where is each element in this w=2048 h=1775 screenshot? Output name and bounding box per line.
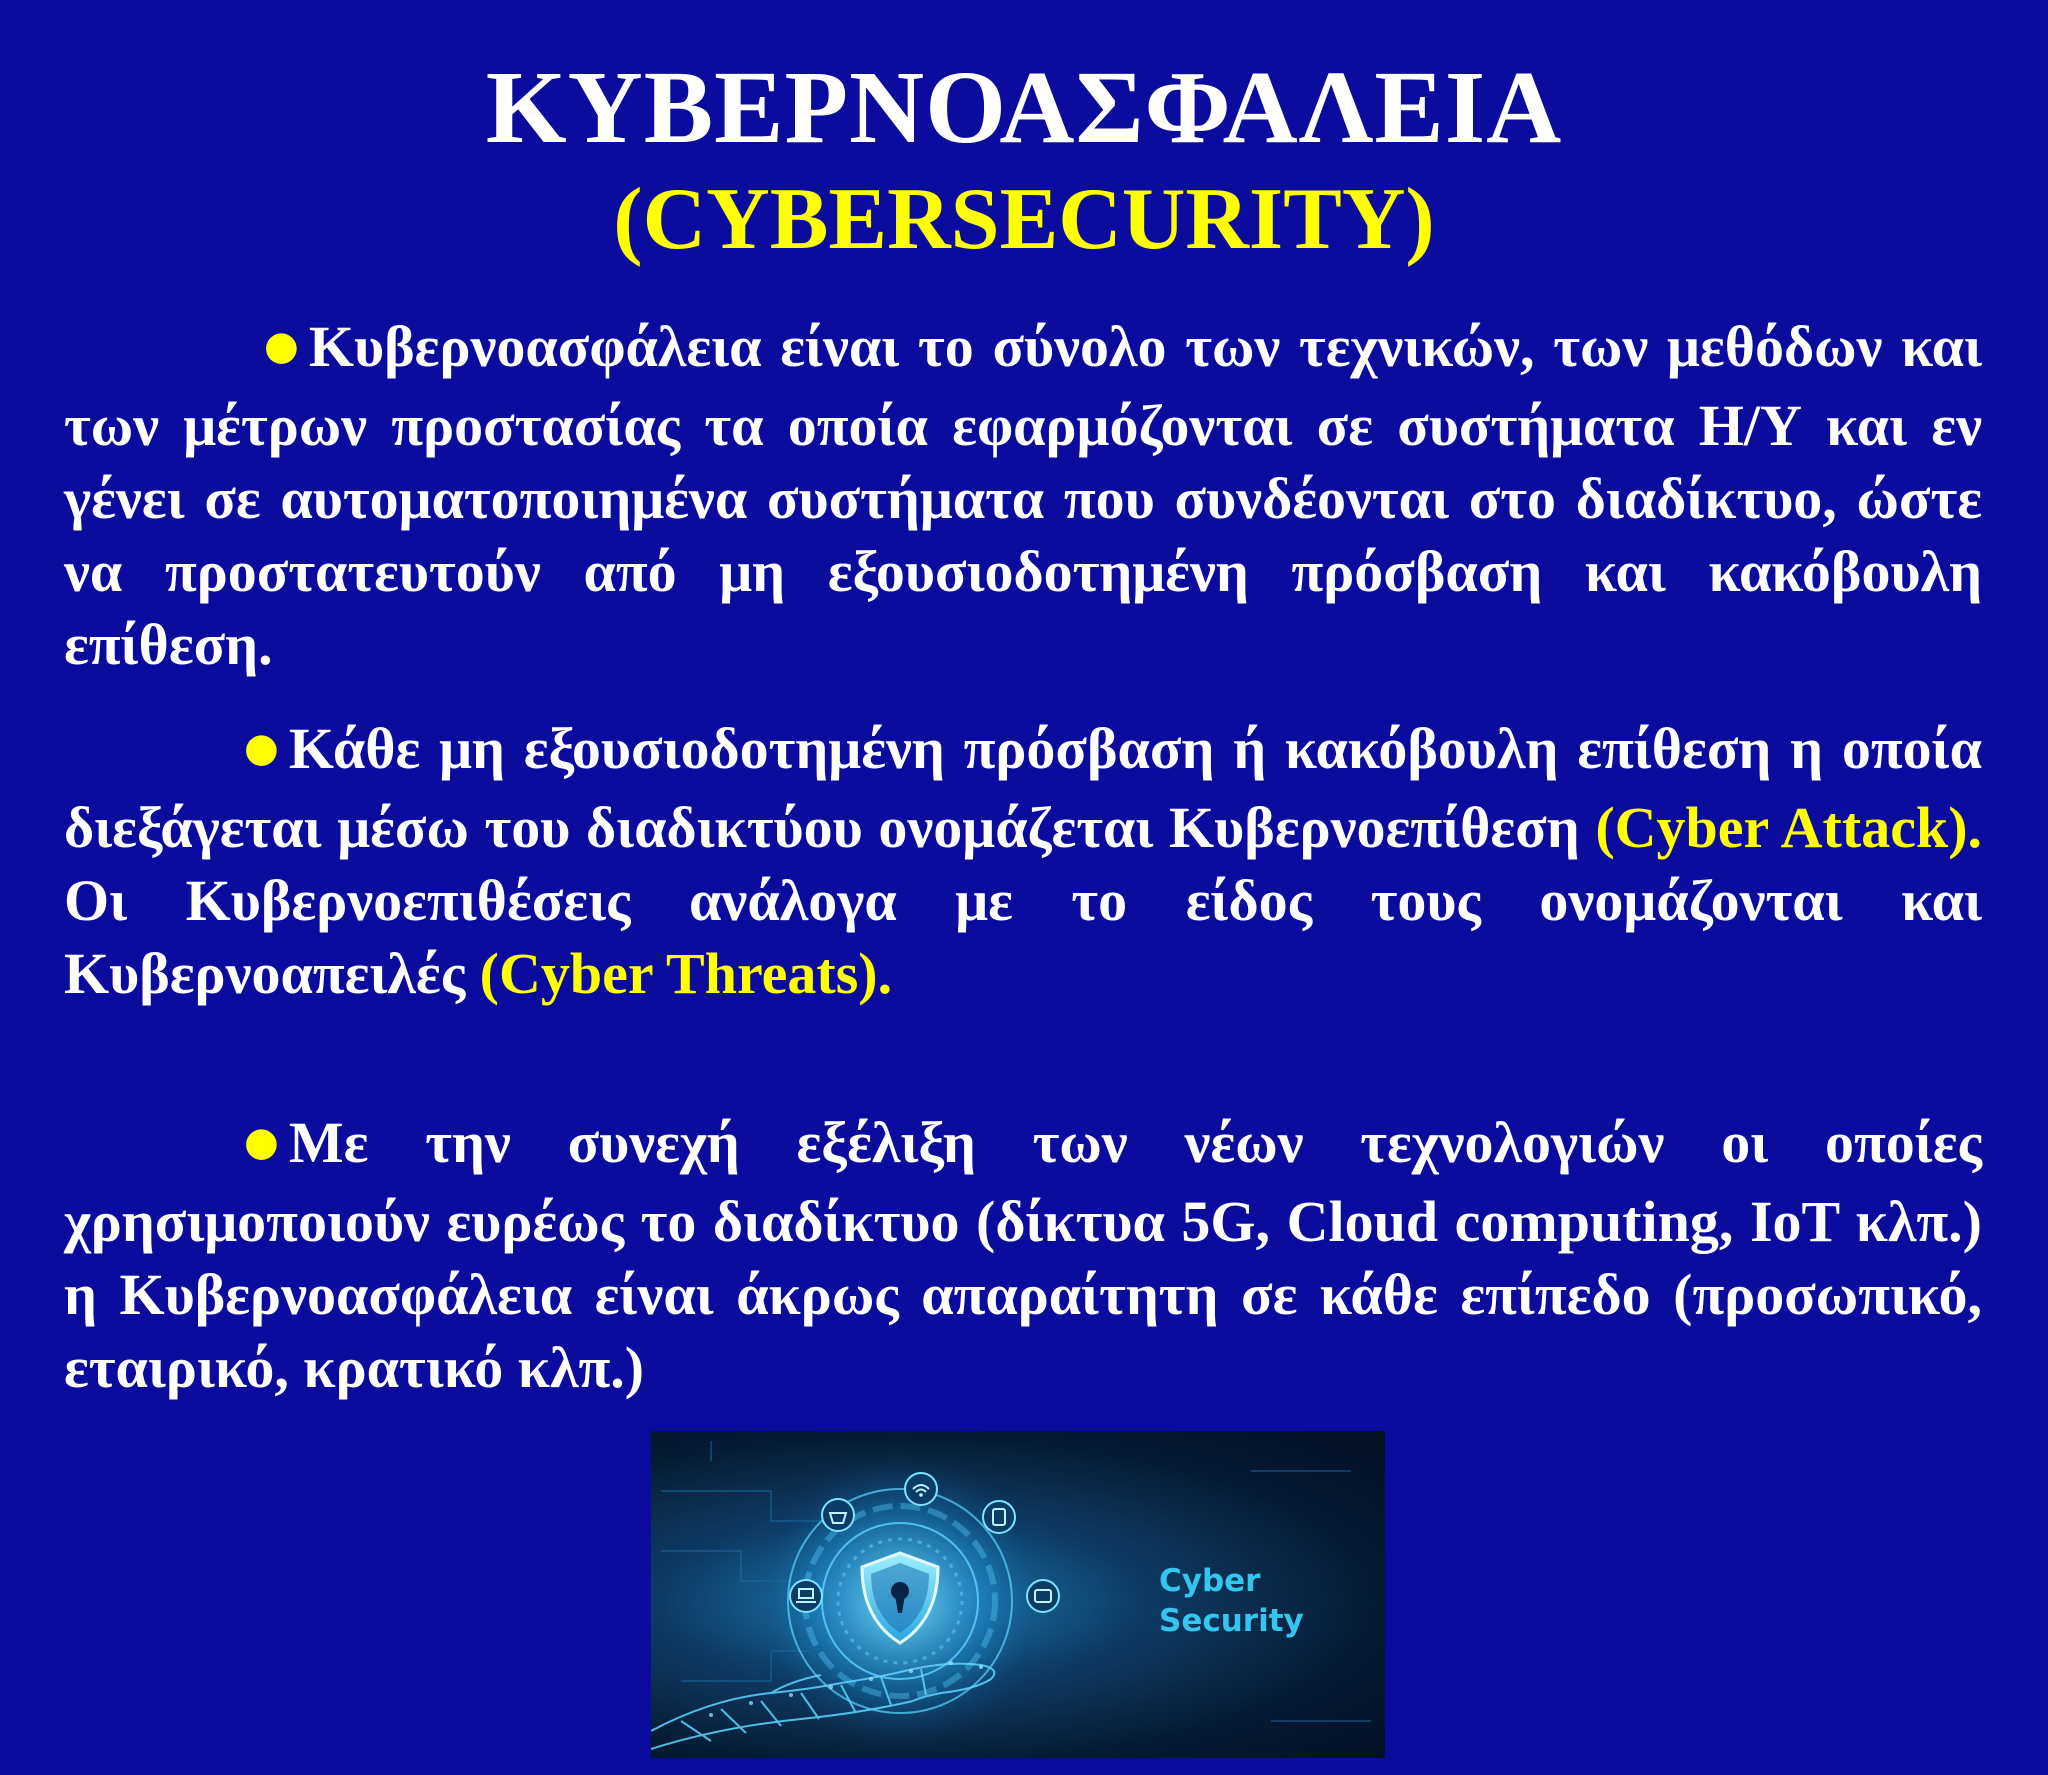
tablet-icon <box>983 1501 1015 1533</box>
banner-label <box>1159 1561 1304 1641</box>
paragraph-text: Οι Κυβερνοεπιθέσεις ανάλογα με το είδος τους ονομάζονται και Κυβερνοαπειλές <box>64 868 1982 1007</box>
banner-label-line1: Cyber <box>1159 1563 1261 1599</box>
bullet-icon: ● <box>264 323 299 370</box>
paragraph-text: Κυβερνοασφάλεια είναι το σύνολο των τεχνικών, των μεθόδων και των μέτρων προστασίας τα οποία εφαρμόζονται σε συστήματα Η/Υ και εν γένει σε αυτοματοποιημένα συστήματα που συνδέονται στο διαδίκτυο, ώστε να προστατευτούν από μη εξουσιοδοτημένη πρόσβαση και κακόβουλη επίθεση. <box>64 314 1982 678</box>
page-title: ΚΥΒΕΡΝΟΑΣΦΑΛΕΙΑ <box>485 50 1563 165</box>
bullet-icon: ● <box>244 725 279 772</box>
paragraph-text: Κάθε μη εξουσιοδοτημένη πρόσβαση ή κακόβουλη επίθεση η οποία διεξάγεται μέσω του διαδικτύου ονομάζεται Κυβερνοεπίθεση <box>64 716 1982 861</box>
page-subtitle: (CYBERSECURITY) <box>613 171 1435 268</box>
basket-icon <box>822 1499 854 1531</box>
wallet-icon <box>1027 1580 1059 1612</box>
paragraph-new-technologies <box>64 1106 1982 1404</box>
paragraph-definition <box>64 310 1982 681</box>
banner-label-line2: Security <box>1159 1603 1304 1639</box>
wifi-icon <box>905 1473 937 1505</box>
bullet-icon: ● <box>244 1119 279 1166</box>
paragraph-text: Με την συνεχή εξέλιξη των νέων τεχνολογιών οι οποίες χρησιμοποιούν ευρέως το διαδίκτυο (δίκτυα 5G, Cloud computing, IoT κλπ.) η Κυβερνοασφάλεια είναι άκρως απαραίτητη σε κάθε επίπεδο (προσωπικό, εταιρικό, κρατικό κλπ.) <box>64 1110 1982 1401</box>
laptop-icon <box>790 1580 822 1612</box>
highlight-cyber-threats: (Cyber Threats). <box>479 941 893 1007</box>
highlight-cyber-attack: (Cyber Attack). <box>1595 795 1983 861</box>
paragraph-cyber-attack <box>64 712 1982 1010</box>
cyber-security-banner <box>651 1431 1385 1758</box>
